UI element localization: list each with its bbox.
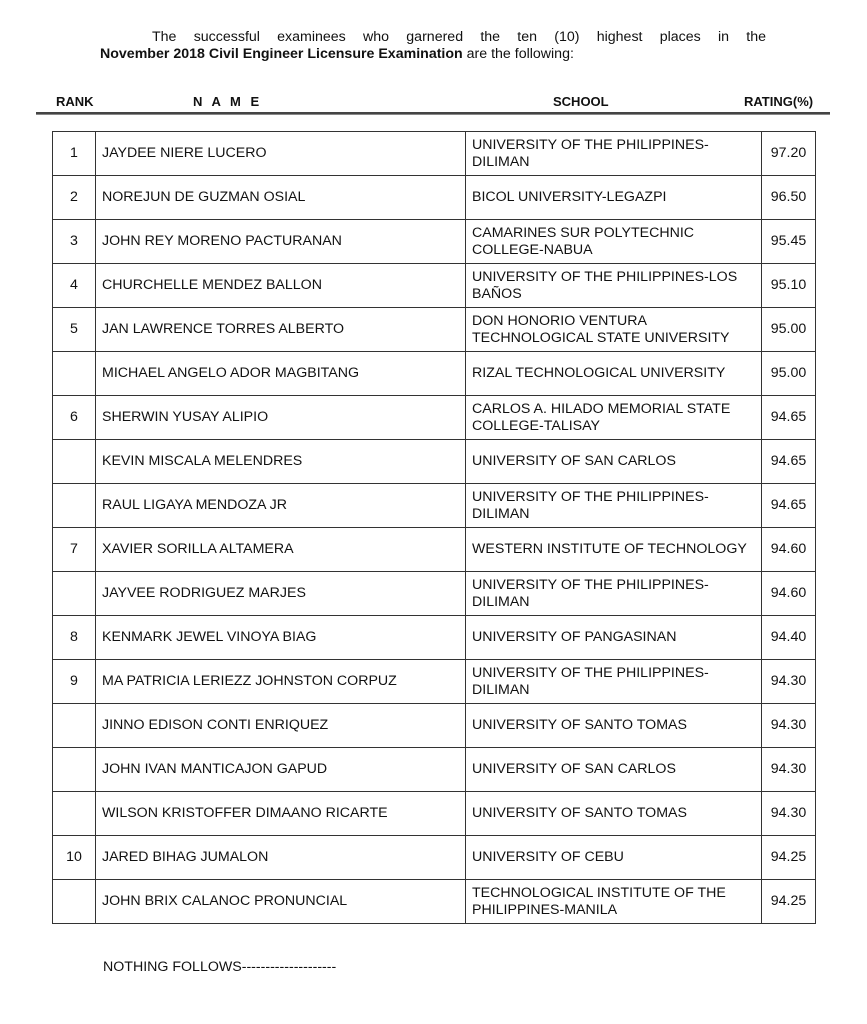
column-header-name: N A M E [193,94,263,109]
header-rule [36,112,830,115]
intro-paragraph [100,29,766,63]
table-row [53,836,816,880]
rating-cell: 94.65 [762,396,816,440]
exam-name: November 2018 Civil Engineer Licensure Examination [100,46,463,62]
rating-cell: 94.25 [762,880,816,924]
column-header-rating: RATING(%) [744,94,814,109]
intro-line-2 [100,46,766,63]
table-row [53,572,816,616]
school-cell: BICOL UNIVERSITY-LEGAZPI [466,176,762,220]
name-cell: SHERWIN YUSAY ALIPIO [96,396,466,440]
rank-cell: 10 [53,836,96,880]
table-row [53,528,816,572]
school-cell: DON HONORIO VENTURA TECHNOLOGICAL STATE UNIVERSITY [466,308,762,352]
rank-cell: 5 [53,308,96,352]
name-cell: NOREJUN DE GUZMAN OSIAL [96,176,466,220]
school-cell: UNIVERSITY OF THE PHILIPPINES-DILIMAN [466,660,762,704]
school-cell: UNIVERSITY OF SAN CARLOS [466,748,762,792]
school-cell: UNIVERSITY OF THE PHILIPPINES-DILIMAN [466,484,762,528]
intro-line-2-suffix: are the following: [462,46,574,62]
school-cell: UNIVERSITY OF CEBU [466,836,762,880]
column-headers [0,94,867,112]
school-cell: RIZAL TECHNOLOGICAL UNIVERSITY [466,352,762,396]
rating-cell: 95.00 [762,308,816,352]
rating-cell: 95.10 [762,264,816,308]
table-row [53,176,816,220]
table-row [53,220,816,264]
rating-cell: 94.65 [762,440,816,484]
rank-cell: 7 [53,528,96,572]
rating-cell: 96.50 [762,176,816,220]
rank-cell [53,572,96,616]
rank-cell: 8 [53,616,96,660]
intro-line-1: The successful examinees who garnered the ten (10) highest places in the [152,29,766,45]
table-row [53,704,816,748]
table-row [53,748,816,792]
rank-cell [53,880,96,924]
name-cell: JAYDEE NIERE LUCERO [96,132,466,176]
rating-cell: 94.30 [762,704,816,748]
rank-cell [53,792,96,836]
rank-cell [53,704,96,748]
rank-cell: 2 [53,176,96,220]
rating-cell: 94.30 [762,792,816,836]
rating-cell: 95.00 [762,352,816,396]
rank-cell [53,352,96,396]
table-row [53,264,816,308]
name-cell: KENMARK JEWEL VINOYA BIAG [96,616,466,660]
name-cell: CHURCHELLE MENDEZ BALLON [96,264,466,308]
results-table [52,131,816,924]
table-row [53,792,816,836]
name-cell: JINNO EDISON CONTI ENRIQUEZ [96,704,466,748]
rating-cell: 94.30 [762,748,816,792]
school-cell: TECHNOLOGICAL INSTITUTE OF THE PHILIPPINES-MANILA [466,880,762,924]
name-cell: KEVIN MISCALA MELENDRES [96,440,466,484]
school-cell: UNIVERSITY OF THE PHILIPPINES-DILIMAN [466,572,762,616]
column-header-school: SCHOOL [553,94,609,109]
school-cell: CARLOS A. HILADO MEMORIAL STATE COLLEGE-TALISAY [466,396,762,440]
name-cell: WILSON KRISTOFFER DIMAANO RICARTE [96,792,466,836]
rank-cell [53,748,96,792]
school-cell: UNIVERSITY OF SANTO TOMAS [466,792,762,836]
table-row [53,396,816,440]
rating-cell: 95.45 [762,220,816,264]
rank-cell: 6 [53,396,96,440]
school-cell: CAMARINES SUR POLYTECHNIC COLLEGE-NABUA [466,220,762,264]
rank-cell: 3 [53,220,96,264]
name-cell: MA PATRICIA LERIEZZ JOHNSTON CORPUZ [96,660,466,704]
table-row [53,660,816,704]
table-row [53,308,816,352]
rank-cell: 4 [53,264,96,308]
column-header-rank: RANK [56,94,94,109]
school-cell: UNIVERSITY OF THE PHILIPPINES-DILIMAN [466,132,762,176]
name-cell: XAVIER SORILLA ALTAMERA [96,528,466,572]
rating-cell: 94.65 [762,484,816,528]
table-row [53,484,816,528]
rating-cell: 94.60 [762,528,816,572]
rank-cell [53,484,96,528]
rating-cell: 97.20 [762,132,816,176]
table-row [53,352,816,396]
results-table-body [53,132,816,924]
school-cell: UNIVERSITY OF PANGASINAN [466,616,762,660]
name-cell: RAUL LIGAYA MENDOZA JR [96,484,466,528]
rank-cell: 9 [53,660,96,704]
rating-cell: 94.40 [762,616,816,660]
table-row [53,132,816,176]
nothing-follows-note: NOTHING FOLLOWS-------------------- [103,959,337,975]
rating-cell: 94.30 [762,660,816,704]
rating-cell: 94.25 [762,836,816,880]
name-cell: JARED BIHAG JUMALON [96,836,466,880]
name-cell: JAYVEE RODRIGUEZ MARJES [96,572,466,616]
name-cell: JAN LAWRENCE TORRES ALBERTO [96,308,466,352]
school-cell: UNIVERSITY OF THE PHILIPPINES-LOS BAÑOS [466,264,762,308]
name-cell: JOHN BRIX CALANOC PRONUNCIAL [96,880,466,924]
table-row [53,880,816,924]
rank-cell [53,440,96,484]
table-row [53,616,816,660]
school-cell: UNIVERSITY OF SAN CARLOS [466,440,762,484]
name-cell: MICHAEL ANGELO ADOR MAGBITANG [96,352,466,396]
school-cell: WESTERN INSTITUTE OF TECHNOLOGY [466,528,762,572]
rating-cell: 94.60 [762,572,816,616]
school-cell: UNIVERSITY OF SANTO TOMAS [466,704,762,748]
name-cell: JOHN REY MORENO PACTURANAN [96,220,466,264]
name-cell: JOHN IVAN MANTICAJON GAPUD [96,748,466,792]
table-row [53,440,816,484]
rank-cell: 1 [53,132,96,176]
